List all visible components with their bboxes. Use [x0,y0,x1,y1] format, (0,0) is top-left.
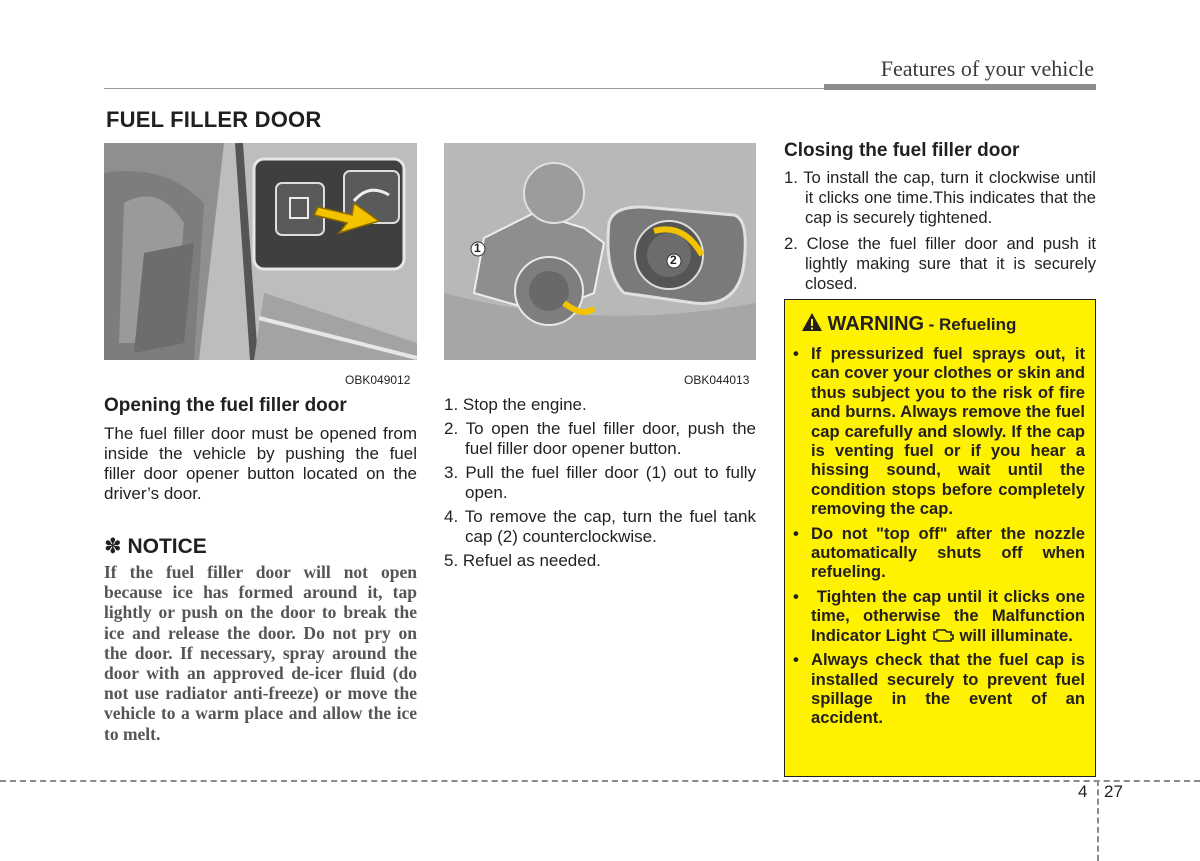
notice-symbol-icon: ✽ [104,535,122,558]
closing-steps [784,168,1096,294]
fuel-door-illustration [444,143,756,360]
opening-paragraph: The fuel filler door must be opened from inside the vehicle by pushing the fuel filler door opener button located on the driver’s door. [104,424,417,503]
engine-check-icon [931,627,955,643]
step-item: 1. Stop the engine. [444,395,587,414]
figure-code: OBK044013 [684,373,750,387]
notice-paragraph: If the fuel filler door will not open because ice has formed around it, tap lightly or push on the door to break the ice and release the door. Do not pry on the door. If necessary, spray around the door with an approved de-icer fluid (do not use radiator anti-freeze) or move the vehicle to a warm place and allow the ice to melt. [104,562,417,744]
step-item: 1. To install the cap, turn it clockwise until it clicks one time.This indicates that the cap is securely tightened. [784,168,1096,227]
step-item: 5. Refuel as needed. [444,551,601,570]
warning-bullet: • If pressurized fuel sprays out, it can cover your clothes or skin and thus subject you to the risk of fire and burns. Always remove the fuel cap carefully and slowly. If the cap is venting fuel or if you hear a hissing sound, wait until the condition stops before completely removing the cap. [793,344,1085,519]
warning-list [793,344,1085,728]
figure-code: OBK049012 [345,373,411,387]
figure-callout-2: 2 [670,253,677,267]
warning-bullet-text: Tighten the cap until it clicks one time, otherwise the Malfunction Indicator Light [811,586,1085,645]
page-number: 27 [1104,782,1123,801]
notice-title: NOTICE [127,535,207,558]
warning-bullet: • Do not "top off" after the nozzle automatically shuts off when refueling. [793,524,1085,582]
closing-heading: Closing the fuel filler door [784,140,1020,161]
step-item: 4. To remove the cap, turn the fuel tank cap (2) counterclockwise. [444,507,756,546]
header-rule-accent [824,84,1096,90]
warning-triangle-icon [801,312,823,332]
opening-heading: Opening the fuel filler door [104,395,347,416]
warning-title: WARNING [827,313,925,335]
warning-bullet-tail: will illuminate. [959,625,1073,645]
footer-divider [1097,780,1099,861]
warning-box [784,299,1096,777]
warning-heading [801,312,1016,336]
page-chapter: 4 [1078,782,1088,801]
figure-door-opener [104,143,417,360]
step-item: 2. To open the fuel filler door, push the fuel filler door opener button. [444,419,756,458]
page-header-title: Features of your vehicle [880,56,1094,81]
opening-steps [444,395,756,571]
warning-bullet: • Always check that the fuel cap is installed securely to prevent fuel spillage in the event of an accident. [793,650,1085,728]
warning-subtitle: - Refueling [928,315,1017,334]
section-title: FUEL FILLER DOOR [106,107,322,132]
figure-fuel-door [444,143,756,360]
notice-heading [104,534,207,559]
door-opener-illustration [104,143,417,360]
warning-bullet-mil [793,587,1085,645]
step-item: 3. Pull the fuel filler door (1) out to fully open. [444,463,756,502]
figure-callout-1: 1 [474,241,481,255]
footer-rule [0,780,1200,782]
step-item: 2. Close the fuel filler door and push it lightly making sure that it is securely closed. [784,234,1096,293]
